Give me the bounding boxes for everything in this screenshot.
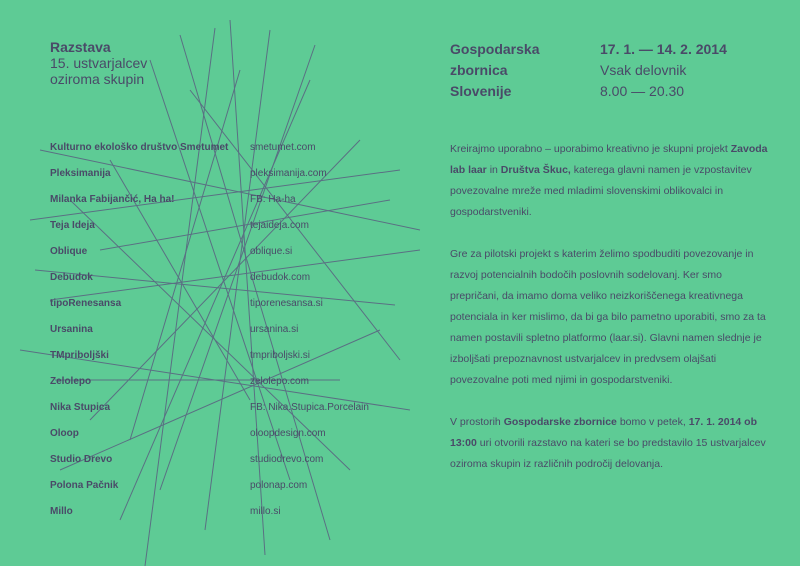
venue-line1: Gospodarska bbox=[450, 41, 540, 57]
exhibitor-row bbox=[50, 142, 410, 168]
schedule-dates: 17. 1. — 14. 2. 2014 bbox=[600, 41, 727, 57]
p1-text-c: in bbox=[486, 164, 501, 176]
exhibitor-row bbox=[50, 506, 410, 532]
schedule-hours: 8.00 — 20.30 bbox=[600, 83, 685, 99]
exhibitor-row bbox=[50, 428, 410, 454]
exhibitor-row bbox=[50, 246, 410, 272]
exhibitor-link[interactable]: zelolepo.com bbox=[250, 376, 309, 387]
venue-line3: Slovenije bbox=[450, 83, 512, 99]
exhibition-heading bbox=[50, 39, 147, 87]
schedule-days: Vsak delovnik bbox=[600, 62, 687, 78]
exhibitor-name: Oloop bbox=[50, 428, 79, 439]
exhibitor-link[interactable]: debudok.com bbox=[250, 272, 311, 283]
p3-bold-venue: Gospodarske zbornice bbox=[503, 416, 617, 428]
paragraph-1 bbox=[450, 139, 770, 223]
exhibitor-name: Polona Pačnik bbox=[50, 480, 119, 491]
exhibitor-row bbox=[50, 324, 410, 350]
p3-bold-datetime: 17. 1. 2014 ob 13:00 bbox=[450, 416, 757, 449]
exhibitor-name: Pleksimanija bbox=[50, 168, 111, 179]
schedule bbox=[600, 39, 727, 102]
exhibitor-row bbox=[50, 298, 410, 324]
exhibitor-name: Kulturno ekološko društvo Smetumet bbox=[50, 142, 229, 153]
description bbox=[450, 139, 770, 496]
exhibitor-link[interactable]: oloopdesign.com bbox=[250, 428, 326, 439]
exhibitor-row bbox=[50, 220, 410, 246]
exhibitor-row bbox=[50, 272, 410, 298]
p3-text-d: uri otvorili razstavo na kateri se bo predstavilo 15 ustvarjalcev oziroma skupin iz različnih področij delovanja. bbox=[450, 437, 766, 470]
exhibitor-name: Milanka Fabijančić, Ha ha! bbox=[50, 194, 175, 205]
exhibitor-row bbox=[50, 376, 410, 402]
exhibitor-link[interactable]: pleksimanija.com bbox=[250, 168, 327, 179]
p3-text-c: bomo v petek, bbox=[616, 416, 689, 428]
exhibitor-row bbox=[50, 454, 410, 480]
exhibitor-row bbox=[50, 350, 410, 376]
exhibitor-name: Teja Ideja bbox=[50, 220, 95, 231]
exhibition-subtitle-line1: 15. ustvarjalcev bbox=[50, 55, 148, 71]
exhibitor-name: tipoRenesansa bbox=[50, 298, 122, 309]
p1-text-a: Kreirajmo uporabno – uporabimo kreativno je skupni projekt bbox=[450, 143, 731, 155]
exhibitor-name: Ursanina bbox=[50, 324, 93, 335]
exhibitor-name: Studio Drevo bbox=[50, 454, 113, 465]
exhibitor-name: Nika Stupica bbox=[50, 402, 111, 413]
exhibitor-link[interactable]: millo.si bbox=[250, 506, 281, 517]
exhibition-subtitle-line2: oziroma skupin bbox=[50, 71, 145, 87]
exhibitor-name: Millo bbox=[50, 506, 73, 517]
exhibitor-link[interactable]: tmpriboljski.si bbox=[250, 350, 311, 361]
exhibitor-row bbox=[50, 480, 410, 506]
exhibitor-row bbox=[50, 168, 410, 194]
exhibition-title: Razstava bbox=[50, 39, 111, 55]
exhibitor-link[interactable]: polonap.com bbox=[250, 480, 308, 491]
p1-bold-skuc: Društva Škuc, bbox=[500, 164, 571, 176]
exhibitor-link[interactable]: FB: Nika.Stupica.Porcelain bbox=[250, 402, 369, 413]
paragraph-2: Gre za pilotski projekt s katerim želimo spodbuditi povezovanje in razvoj potencialnih bodočih poslovnih sodelovanj. Ker smo prepričani, da imamo doma veliko neizkoriščenega kreativnega potenciala in ker mislimo, da bi ga bilo pametno uporabiti, smo za ta namen postavili spletno platformo (laar.si). Glavni namen slednje je izboljšati prepoznavnost ustvarjalcev in predvsem olajšati povezovalne poti med njimi in gospodarstveniki. bbox=[450, 248, 766, 386]
exhibitor-link[interactable]: tiporenesansa.si bbox=[250, 298, 323, 309]
exhibitor-name: Oblique bbox=[50, 246, 88, 257]
exhibitor-name: TMpriboljški bbox=[50, 350, 109, 361]
exhibitor-link[interactable]: studiodrevo.com bbox=[250, 454, 324, 465]
exhibitor-link[interactable]: ursanina.si bbox=[250, 324, 299, 335]
exhibitor-row bbox=[50, 194, 410, 220]
exhibitor-link[interactable]: FB: Ha-ha bbox=[250, 194, 296, 205]
p1-bold-lab-laar: Zavoda lab laar bbox=[450, 143, 768, 176]
exhibitor-list bbox=[50, 142, 410, 532]
p3-text-a: V prostorih bbox=[450, 416, 504, 428]
exhibitor-link[interactable]: oblique.si bbox=[250, 246, 293, 257]
exhibitor-link[interactable]: tejaideja.com bbox=[250, 220, 309, 231]
paragraph-3 bbox=[450, 412, 770, 475]
exhibitor-link[interactable]: smetumet.com bbox=[250, 142, 316, 153]
exhibitor-name: Debudok bbox=[50, 272, 93, 283]
venue-name bbox=[450, 39, 570, 102]
p1-text-d: katerega glavni namen je vzpostavitev povezovalne mreže med mladimi slovenskimi oblikovalci in gospodarstveniki. bbox=[450, 164, 752, 218]
exhibitor-row bbox=[50, 402, 410, 428]
exhibitor-name: Zelolepo bbox=[50, 376, 92, 387]
venue-line2: zbornica bbox=[450, 62, 508, 78]
